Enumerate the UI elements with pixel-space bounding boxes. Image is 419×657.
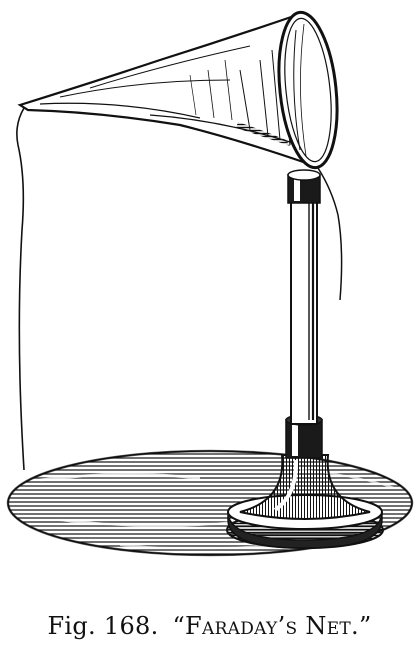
glass-rod: [291, 198, 317, 424]
figure-number: Fig. 168.: [47, 612, 159, 640]
right-silk-thread: [318, 168, 342, 300]
figure-title: “Faraday’s Net.”: [172, 612, 372, 640]
figure-caption: [0, 606, 419, 646]
left-silk-thread: [17, 108, 24, 470]
ring-clamp: [288, 170, 320, 203]
